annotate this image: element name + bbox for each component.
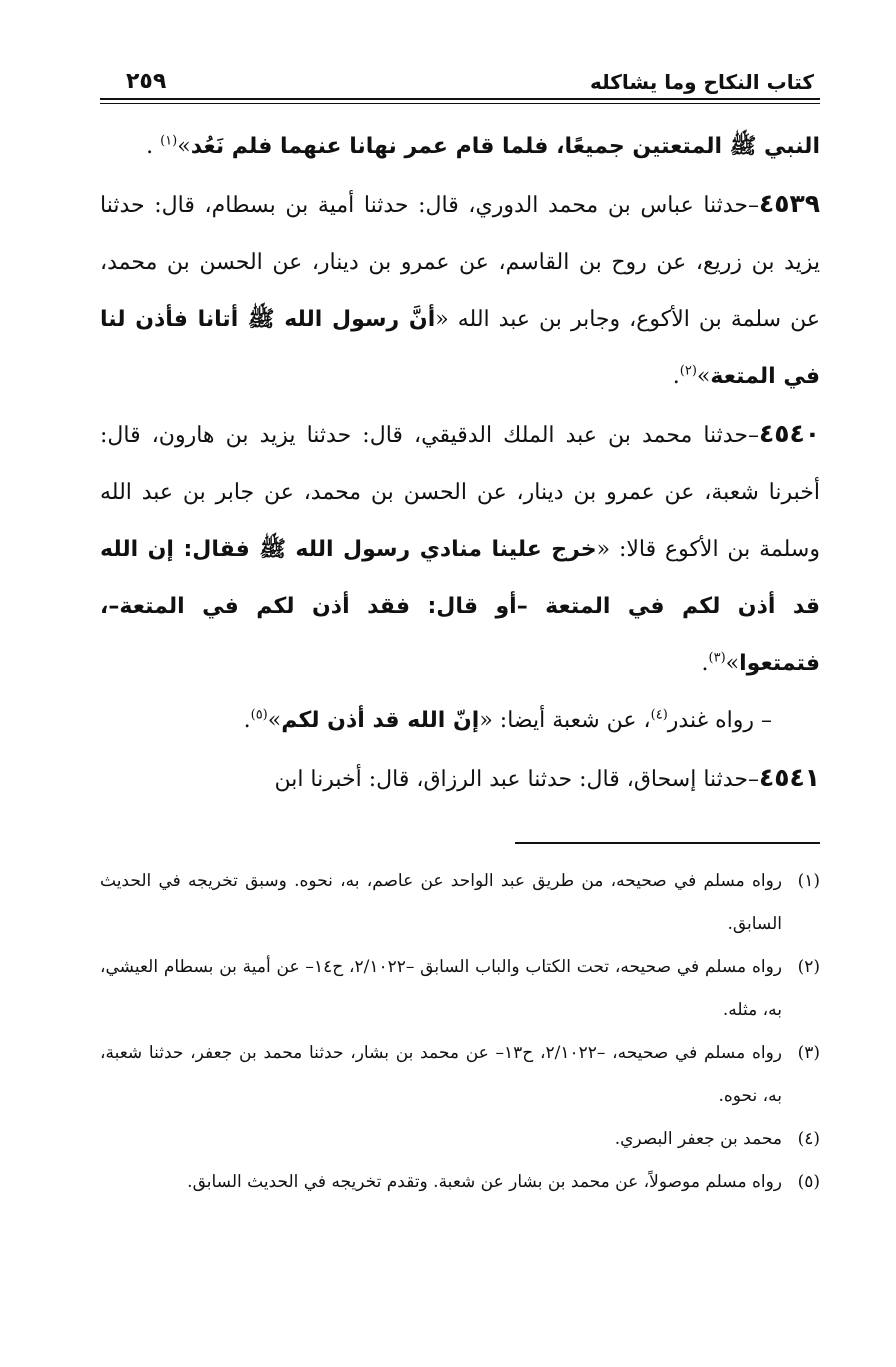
- note-text-2: ، عن شعبة أيضا: «: [479, 708, 651, 733]
- footnote-ref-5[interactable]: (٥): [250, 707, 268, 723]
- footnote-number: (٣): [797, 1043, 820, 1063]
- close-quote: »: [725, 651, 740, 676]
- hadith-number: ٤٥٣٩: [758, 189, 820, 218]
- paragraph-continuation: [100, 118, 820, 175]
- footnote-ref-1[interactable]: (١): [160, 133, 178, 149]
- bold-text: النبي ﷺ المتعتين جميعًا، فلما قام عمر نهانا عنهما فلم نَعُد: [190, 134, 820, 159]
- hadith-number: ٤٥٤١: [758, 763, 820, 792]
- hadith-4539: [100, 175, 820, 405]
- footnote-number: (٤): [797, 1129, 820, 1149]
- footnote-number: (٢): [797, 957, 820, 977]
- footnote-text: رواه مسلم في صحيحه، –٢/١٠٢٢، ح١٣– عن محمد بن بشار، حدثنا محمد بن جعفر، حدثنا شعبة، به، نحوه.: [100, 1043, 782, 1106]
- footnote-text: رواه مسلم في صحيحه، تحت الكتاب والباب السابق –٢/١٠٢٢، ح١٤– عن أمية بن بسطام العيشي، به، مثله.: [100, 957, 782, 1020]
- hadith-4541: [100, 749, 820, 808]
- full-stop: .: [243, 708, 251, 733]
- footnote-number: (١): [797, 871, 820, 891]
- book-title: كتاب النكاح وما يشاكله: [590, 70, 814, 94]
- footnotes: [100, 860, 820, 1204]
- footnote-rule: [515, 842, 820, 844]
- full-stop: .: [701, 651, 709, 676]
- footnote-ref-4[interactable]: (٤): [650, 707, 668, 723]
- bold-text: أنَّ رسول الله ﷺ أتانا فأذن لنا في المتعة: [100, 307, 820, 389]
- header-rule: [100, 98, 820, 104]
- narration-note: [100, 692, 820, 749]
- note-text: – رواه غندر: [667, 708, 772, 733]
- footnote-number: (٥): [797, 1172, 820, 1192]
- footnote-ref-3[interactable]: (٣): [708, 650, 726, 666]
- footnote-ref-2[interactable]: (٢): [679, 363, 697, 379]
- full-stop: .: [672, 364, 680, 389]
- hadith-number: ٤٥٤٠: [758, 419, 820, 448]
- footnote-2: [100, 946, 820, 1032]
- main-text: [100, 118, 820, 808]
- footnote-5: [100, 1161, 820, 1204]
- bold-text: خرج علينا منادي رسول الله ﷺ فقال: إن الله قد أذن لكم في المتعة –أو قال: فقد أذن لكم في المتعة–، فتمتعوا: [100, 537, 820, 676]
- close-quote: »: [267, 708, 282, 733]
- close-quote: »: [696, 364, 711, 389]
- page-number: ٢٥٩: [126, 69, 167, 94]
- bold-text: إنّ الله قد أذن لكم: [281, 708, 480, 733]
- footnote-text: رواه مسلم في صحيحه، من طريق عبد الواحد عن عاصم، به، نحوه. وسبق تخريجه في الحديث السابق.: [100, 871, 782, 934]
- hadith-text: –حدثنا إسحاق، قال: حدثنا عبد الرزاق، قال: أخبرنا ابن: [274, 767, 759, 792]
- hadith-text: –حدثنا عباس بن محمد الدوري، قال: حدثنا أمية بن بسطام، قال: حدثنا يزيد بن زريع، عن روح بن القاسم، عن عمرو بن دينار، عن الحسن بن محمد، عن سلمة بن الأكوع، وجابر بن عبد الله «: [100, 193, 820, 332]
- close-quote: »: [177, 134, 191, 159]
- hadith-text: –حدثنا محمد بن عبد الملك الدقيقي، قال: حدثنا يزيد بن هارون، قال: أخبرنا شعبة، عن عمرو بن دينار، عن الحسن بن محمد، عن جابر بن عبد الله وسلمة بن الأكوع قالا: «: [100, 423, 820, 562]
- full-stop: .: [146, 134, 154, 159]
- book-page: [100, 60, 820, 1204]
- footnote-1: [100, 860, 820, 946]
- hadith-4540: [100, 405, 820, 692]
- footnote-3: [100, 1032, 820, 1118]
- running-header: [100, 60, 820, 94]
- footnote-text: رواه مسلم موصولاً، عن محمد بن بشار عن شعبة. وتقدم تخريجه في الحديث السابق.: [187, 1172, 782, 1192]
- footnote-text: محمد بن جعفر البصري.: [614, 1129, 782, 1149]
- footnote-4: [100, 1118, 820, 1161]
